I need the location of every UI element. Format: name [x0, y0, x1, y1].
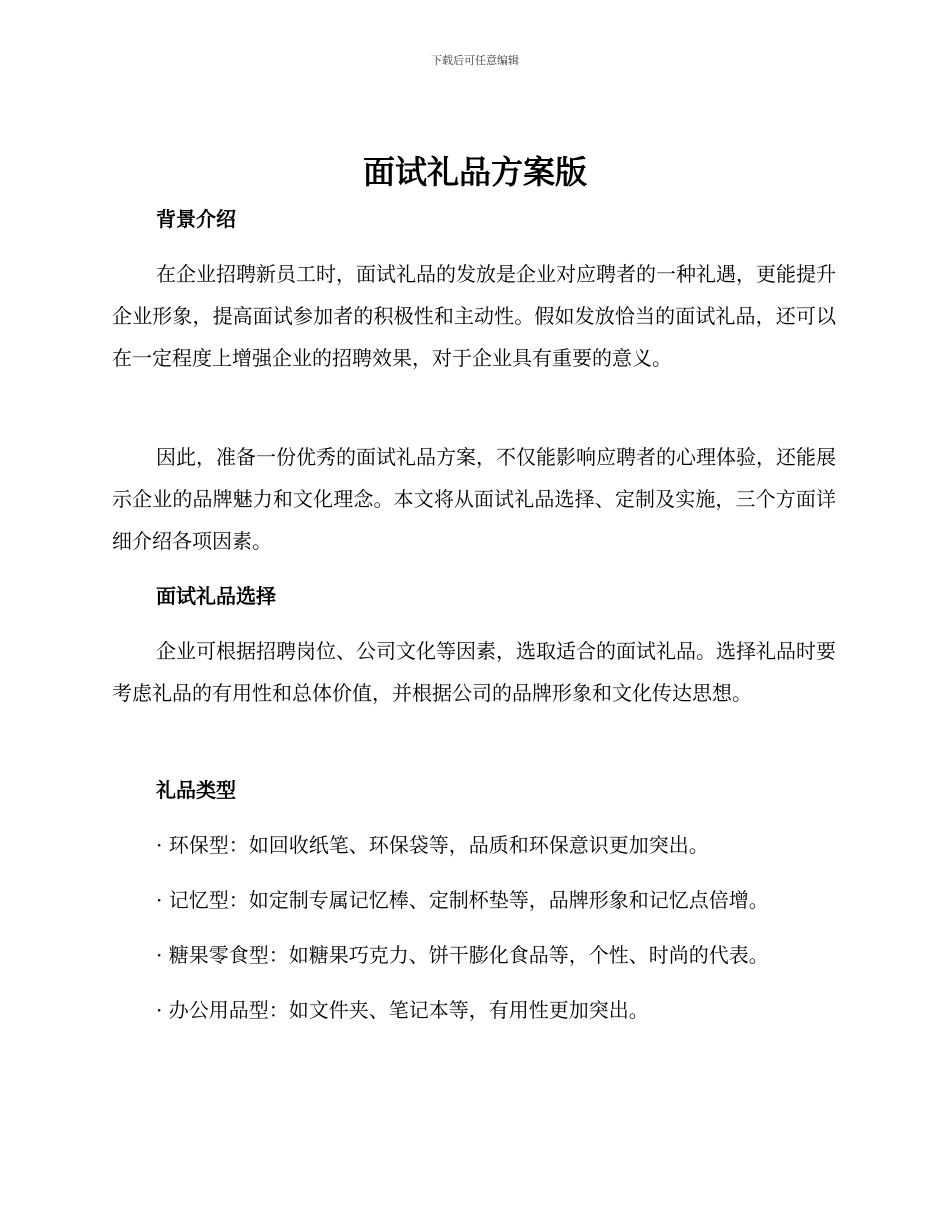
- section-heading-types: 礼品类型: [156, 778, 236, 802]
- paragraph-background-2: 因此，准备一份优秀的面试礼品方案，不仅能影响应聘者的心理体验，还能展示企业的品牌魅力和文化理念。本文将从面试礼品选择、定制及实施，三个方面详细介绍各项因素。: [112, 445, 836, 553]
- list-item: · 记忆型：如定制专属记忆棒、定制杯垫等，品牌形象和记忆点倍增。: [156, 888, 769, 912]
- list-item: · 环保型：如回收纸笔、环保袋等，品质和环保意识更加突出。: [156, 833, 709, 857]
- list-item: · 办公用品型：如文件夹、笔记本等，有用性更加突出。: [156, 998, 649, 1022]
- list-item: · 糖果零食型：如糖果巧克力、饼干膨化食品等，个性、时尚的代表。: [156, 943, 769, 967]
- paragraph-background-1: 在企业招聘新员工时，面试礼品的发放是企业对应聘者的一种礼遇，更能提升企业形象，提高面试参加者的积极性和主动性。假如发放恰当的面试礼品，还可以在一定程度上增强企业的招聘效果，对于企业具有重要的意义。: [112, 262, 836, 370]
- paragraph-selection-1: 企业可根据招聘岗位、公司文化等因素，选取适合的面试礼品。选择礼品时要考虑礼品的有用性和总体价值，并根据公司的品牌形象和文化传达思想。: [112, 639, 836, 705]
- section-heading-background: 背景介绍: [156, 207, 236, 231]
- section-heading-selection: 面试礼品选择: [156, 584, 276, 608]
- document-title: 面试礼品方案版: [362, 153, 587, 191]
- page-header: 下载后可任意编辑: [431, 54, 519, 67]
